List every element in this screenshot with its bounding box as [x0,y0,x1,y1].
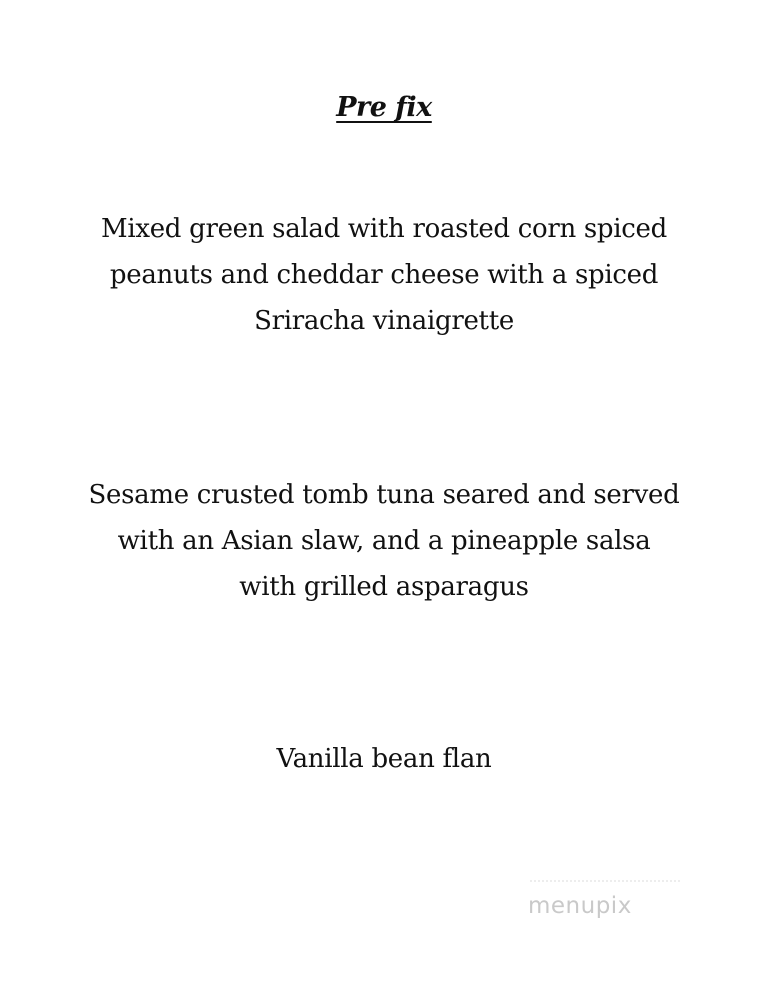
watermark-decoration [530,880,680,884]
course-tuna [60,472,708,610]
course-line: Sesame crusted tomb tuna seared and served [88,480,680,510]
course-line: Mixed green salad with roasted corn spiced [101,214,667,244]
course-salad [60,206,708,344]
menu-title: Pre fix [336,92,432,123]
course-line: Vanilla bean flan [276,744,492,774]
course-line: Sriracha vinaigrette [254,306,514,336]
course-line: peanuts and cheddar cheese with a spiced [109,260,659,290]
course-line: with an Asian slaw, and a pineapple salsa [117,526,651,556]
course-dessert [60,736,708,782]
watermark-logo: menupix [528,893,632,919]
course-line: with grilled asparagus [239,572,529,602]
